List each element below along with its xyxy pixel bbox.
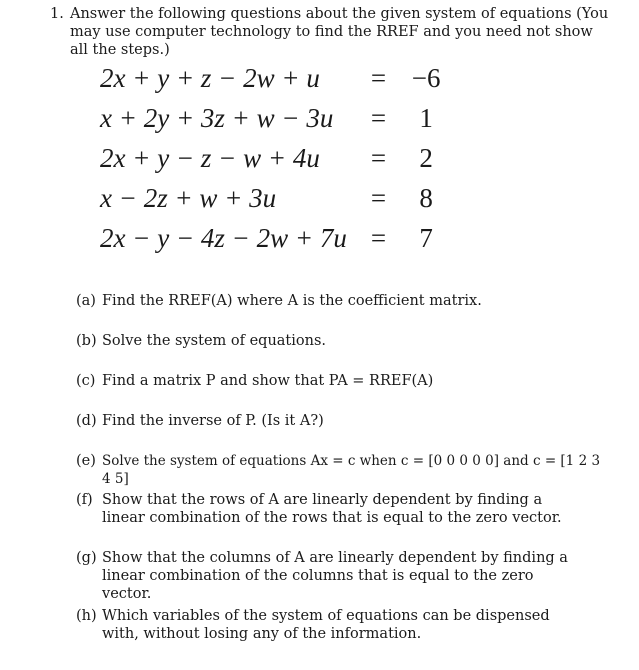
equation-lhs: x + 2y + 3z + w − 3u (100, 102, 334, 133)
problem-instructions: Answer the following questions about the given system of equations (You may use computer technology to find the RREF and you need not show all the steps.) (70, 6, 609, 58)
part-text: Find a matrix P and show that PA = RREF(A) (102, 373, 434, 389)
part-text: Find the RREF(A) where A is the coefficient matrix. (102, 293, 482, 309)
equation-rhs: 8 (419, 182, 433, 213)
part-text: Solve the system of equations. (102, 333, 327, 349)
equals-sign: = (370, 142, 387, 173)
part-label: (f) (76, 492, 93, 508)
equals-sign: = (370, 62, 387, 93)
equation-rhs: 7 (419, 222, 433, 253)
part-label: (b) (76, 333, 97, 349)
part-text: Which variables of the system of equations can be dispensed with, without losing any of the information. (102, 608, 550, 642)
part-label: (e) (76, 453, 96, 469)
part-text: Show that the columns of A are linearly dependent by finding a linear combination of the columns that is equal to the zero vector. (102, 550, 568, 602)
equation-lhs: x − 2z + w + 3u (100, 182, 277, 213)
problem-number: 1. (50, 6, 64, 22)
equation-row (100, 178, 448, 218)
equation-lhs: 2x − y − 4z − 2w + 7u (100, 222, 347, 253)
equation-row (100, 98, 448, 138)
equation-rhs: 1 (419, 102, 433, 133)
equation-lhs: 2x + y − z − w + 4u (100, 142, 320, 173)
part-label: (c) (76, 373, 96, 389)
part-label: (d) (76, 413, 97, 429)
part-label: (g) (76, 550, 97, 566)
equation-row (100, 138, 448, 178)
equation-rhs: 2 (419, 142, 433, 173)
part-text: Show that the rows of A are linearly dependent by finding a linear combination of the rows that is equal to the zero vector. (102, 492, 562, 526)
part-label: (a) (76, 293, 96, 309)
equation-system (100, 58, 448, 258)
equation-rhs: −6 (411, 62, 441, 93)
equals-sign: = (370, 102, 387, 133)
equation-row (100, 58, 448, 98)
part-text: Solve the system of equations Ax = c when c = [0 0 0 0 0] and c = [1 2 3 4 5] (102, 453, 601, 487)
equation-lhs: 2x + y + z − 2w + u (100, 62, 320, 93)
part-label: (h) (76, 608, 97, 624)
equation-row (100, 218, 448, 258)
equals-sign: = (370, 182, 387, 213)
part-text: Find the inverse of P. (Is it A?) (102, 413, 324, 429)
equals-sign: = (370, 222, 387, 253)
